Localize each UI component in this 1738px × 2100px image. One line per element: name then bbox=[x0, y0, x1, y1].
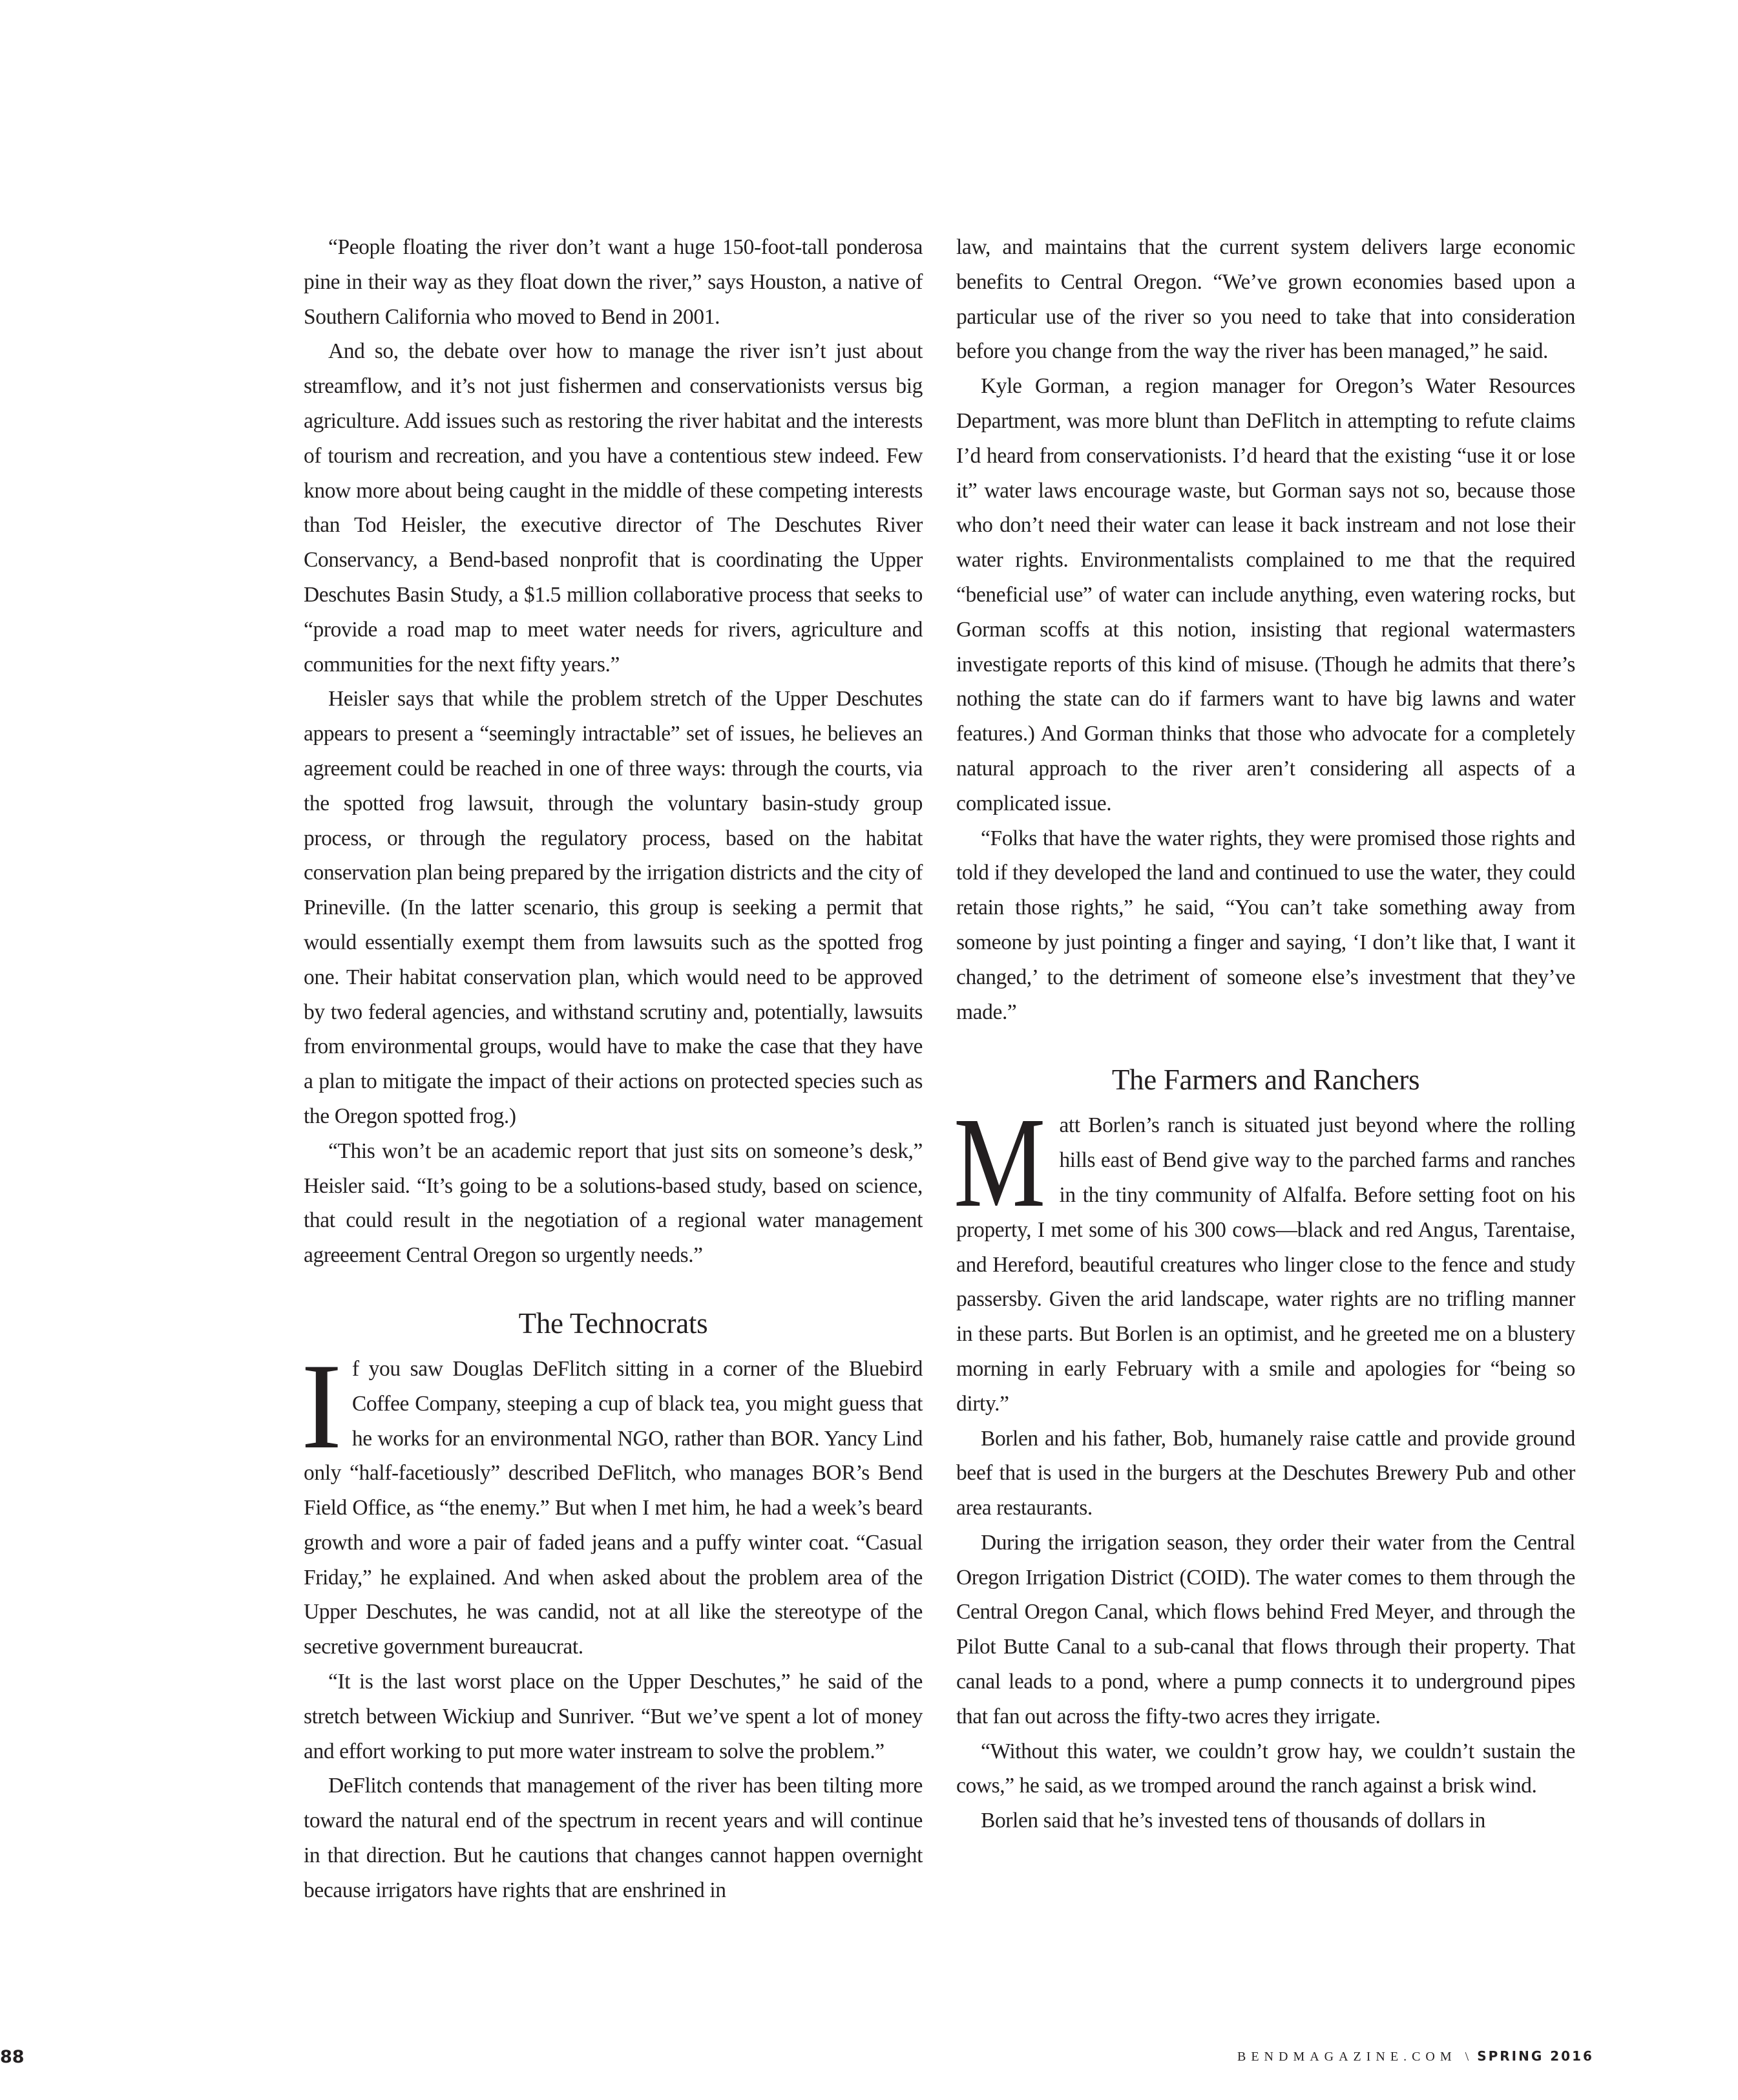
dropcap-paragraph bbox=[301, 1338, 923, 1664]
paragraph: “Folks that have the water rights, they were promised those rights and told if they developed the land and continued to use the water, they could retain those rights,” he said, “You can’t take something away from someone by just pointing a finger and saying, ‘I don’t like that, I want it changed,’ to the detriment of someone else’s investment that they’ve made.” bbox=[956, 826, 1575, 1024]
footer-site: BENDMAGAZINE.COM \ bbox=[1237, 2050, 1474, 2064]
paragraph: Kyle Gorman, a region manager for Oregon’s Water Resources Department, was more blunt than DeFlitch in attempting to refute claims I’d heard from conservationists. I’d heard that the existing “use it or lose it” water laws encourage waste, but Gorman says not so, because those who don’t need their water can lease it back instream and not lose their water rights. Environmentalists complained to me that the required “beneficial use” of water can include anything, even watering rocks, but Gorman scoffs at this notion, insisting that regional watermasters investigate reports of this kind of misuse. (Though he admits that there’s nothing the state can do if farmers want to have big lawns and water features.) And Gorman thinks that those who advocate for a completely natural approach to the river aren’t considering all aspects of a complicated issue. bbox=[956, 374, 1575, 815]
dropcap-letter: M bbox=[954, 1091, 1045, 1235]
paragraph: And so, the debate over how to manage the river isn’t just about streamflow, and it’s not just fishermen and conservationists versus big agriculture. Add issues such as restoring the river habitat and the interests of tourism and recreation, and you have a contentious stew indeed. Few know more about being caught in the middle of these competing interests than Tod Heisler, the executive director of The Deschutes River Conservancy, a Bend-based nonprofit that is coordinating the Upper Deschutes Basin Study, a $1.5 million collaborative process that seeks to “provide a road map to meet water needs for rivers, agriculture and communities for the next fifty years.” bbox=[304, 339, 923, 677]
footer-issue: SPRING 2016 bbox=[1477, 2048, 1594, 2064]
paragraph: Borlen said that he’s invested tens of thousands of dollars in bbox=[981, 1809, 1485, 1833]
paragraph: Borlen and his father, Bob, humanely raise cattle and provide ground beef that is used in the burgers at the Deschutes Brewery Pub and other area restaurants. bbox=[956, 1426, 1575, 1520]
footer-folio bbox=[1237, 2048, 1594, 2064]
section-heading-farmers-ranchers: The Farmers and Ranchers bbox=[1111, 1064, 1420, 1097]
dropcap-paragraph-text: f you saw Douglas DeFlitch sitting in a corner of the Bluebird Coffee Company, steeping a cup of black tea, you might guess that he works for an environmental NGO, rather than BOR. Yancy Lind only “half-facetiously” described DeFlitch, who manages BOR’s Bend Field Office, as “the enemy.” But when I met him, he had a week’s beard growth and wore a pair of faded jeans and a puffy winter coat. “Casual Friday,” he explained. And when asked about the problem area of the Upper Deschutes, he was candid, not at all like the stereotype of the secretive government bureaucrat. bbox=[304, 1356, 923, 1659]
paragraph: Heisler says that while the problem stretch of the Upper Deschutes appears to present a “seemingly intractable” set of issues, he believes an agreement could be reached in one of three ways: through the courts, via the spotted frog lawsuit, through the voluntary basin-study group process, or through the regulatory process, based on the habitat conservation plan being prepared by the irrigation districts and the city of Prineville. (In the latter scenario, this group is seeking a permit that would essentially exempt them from lawsuits such as the spotted frog one. Their habitat conservation plan, which would need to be approved by two federal agencies, and withstand scrutiny and, potentially, lawsuits from environmental groups, would have to make the case that they have a plan to mitigate the impact of their actions on protected species such as the Oregon spotted frog.) bbox=[304, 687, 923, 1128]
paragraph: “This won’t be an academic report that just sits on someone’s desk,” Heisler said. “It’s going to be a solutions-based study, based on science, that could result in the negotiation of a regional water management agreeement Central Oregon so urgently needs.” bbox=[304, 1139, 923, 1268]
left-column bbox=[301, 230, 923, 1908]
paragraph: DeFlitch contends that management of the river has been tilting more toward the natural end of the spectrum in recent years and will continue in that direction. But he cautions that changes cannot happen overnight because irrigators have rights that are enshrined in bbox=[304, 1774, 923, 1902]
dropcap-letter: I bbox=[301, 1338, 342, 1475]
section-heading-technocrats: The Technocrats bbox=[518, 1307, 708, 1339]
right-column bbox=[956, 230, 1575, 1838]
page-number: 88 bbox=[0, 2047, 25, 2067]
paragraph: law, and maintains that the current system delivers large economic benefits to Central Oregon. “We’ve grown economies based upon a particular use of the river so you need to take that into consideration before you change from the way the river has been managed,” he said. bbox=[956, 235, 1575, 364]
paragraph: During the irrigation season, they order their water from the Central Oregon Irrigation District (COID). The water comes to them through the Central Oregon Canal, which flows behind Fred Meyer, and through the Pilot Butte Canal to a sub-canal that flows through their property. That canal leads to a pond, where a pump connects it to underground pipes that fan out across the fifty-two acres they irrigate. bbox=[956, 1530, 1575, 1728]
dropcap-paragraph-text: att Borlen’s ranch is situated just beyond where the rolling hills east of Bend give way to the parched farms and ranches in the tiny community of Alfalfa. Before setting foot on his property, I met some of his 300 cows—black and red Angus, Tarentaise, and Hereford, beautiful creatures who linger close to the fence and study passersby. Given the arid landscape, water rights are no trifling manner in these parts. But Borlen is an optimist, and he greeted me on a blustery morning in early February with a smile and apologies for “being so dirty.” bbox=[956, 1113, 1575, 1416]
paragraph: “Without this water, we couldn’t grow hay, we couldn’t sustain the cows,” he said, as we tromped around the ranch against a brisk wind. bbox=[956, 1739, 1575, 1798]
paragraph: “People floating the river don’t want a huge 150-foot-tall ponderosa pine in their way as they float down the river,” says Houston, a native of Southern California who moved to Bend in 2001. bbox=[304, 235, 923, 329]
dropcap-paragraph bbox=[954, 1091, 1575, 1421]
paragraph: “It is the last worst place on the Upper Deschutes,” he said of the stretch between Wickiup and Sunriver. “But we’ve spent a lot of money and effort working to put more water instream to solve the problem.” bbox=[304, 1670, 923, 1763]
